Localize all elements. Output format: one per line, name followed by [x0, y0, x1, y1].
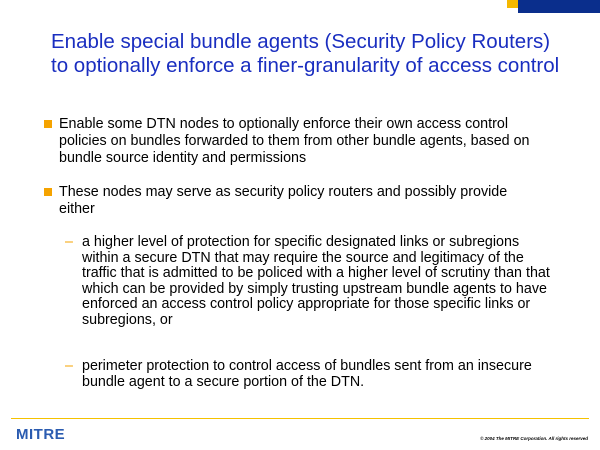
slide-title: Enable special bundle agents (Security Policy Routers) to optionally enforce a finer-granularity of access control	[51, 30, 560, 77]
bullet-text: These nodes may serve as security policy routers and possibly provide either	[59, 184, 508, 217]
bullet-text: Enable some DTN nodes to optionally enforce their own access control policies on bundles forwarded to them from other bundle agents, based on bundle source identity and permissions	[59, 116, 530, 166]
dash-icon: –	[65, 234, 73, 250]
bullet-item	[44, 184, 544, 218]
bullet-item	[44, 116, 544, 167]
corner-accent-blue	[518, 0, 600, 13]
sub-bullet-item	[65, 235, 555, 328]
footer-divider	[11, 418, 589, 419]
dash-icon: –	[65, 358, 73, 374]
bullet-square-icon	[44, 188, 52, 196]
sub-bullet-text: a higher level of protection for specific designated links or subregions within a secure DTN that may require the source and legitimacy of the traffic that is admitted to be policed with a higher level of scrutiny than that which can be provided by simply trusting upstream bundle agents to have enforced an access control policy appropriate for those specific links or subregions, or	[82, 234, 550, 328]
bullet-square-icon	[44, 120, 52, 128]
corner-accent-gold	[507, 0, 518, 8]
sub-bullet-text: perimeter protection to control access of bundles sent from an insecure bundle agent to a secure portion of the DTN.	[82, 358, 532, 390]
copyright-notice: © 2004 The MITRE Corporation. All rights reserved	[480, 436, 588, 441]
mitre-logo: MITRE	[16, 426, 66, 443]
sub-bullet-item	[65, 359, 555, 390]
